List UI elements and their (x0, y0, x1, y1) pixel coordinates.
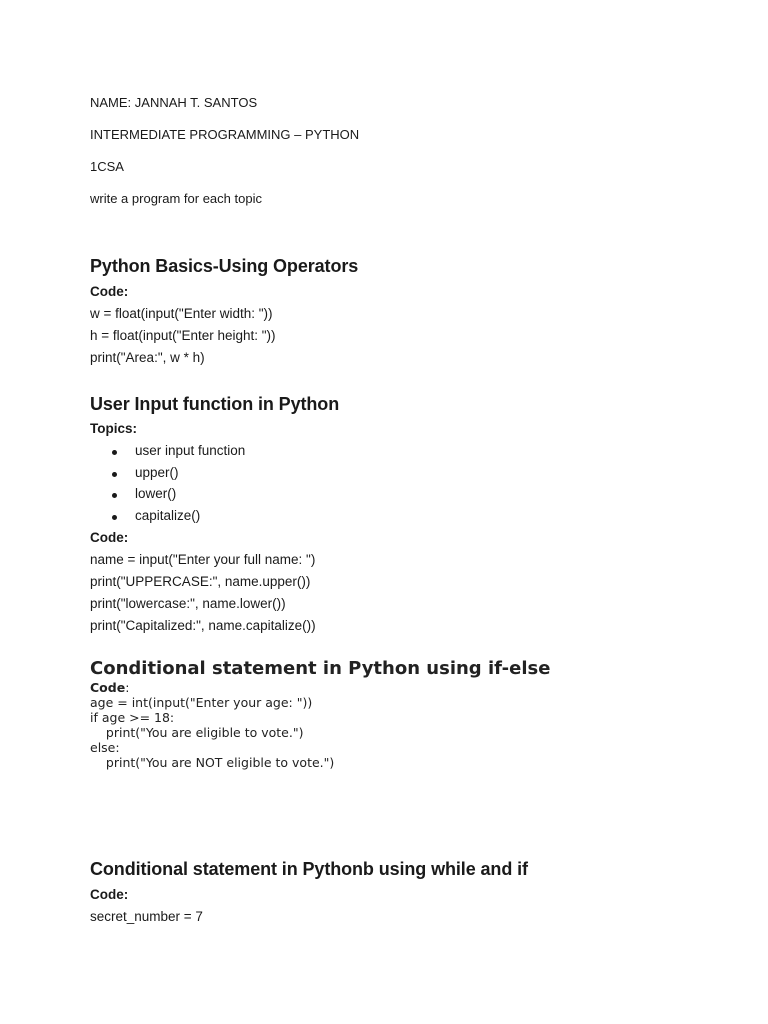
code-line: print("UPPERCASE:", name.upper()) (90, 574, 311, 589)
topics-list (90, 443, 245, 530)
section-heading-operators: Python Basics-Using Operators (90, 256, 359, 276)
code-label: Code (90, 680, 126, 695)
section-heading-while-if: Conditional statement in Pythonb using while and if (90, 859, 528, 879)
bullet-icon (112, 493, 117, 498)
code-label-row (90, 680, 129, 695)
code-line: if age >= 18: (90, 710, 175, 725)
code-label: Code: (90, 530, 129, 545)
code-line: secret_number = 7 (90, 909, 203, 924)
code-line: w = float(input("Enter width: ")) (90, 306, 273, 321)
bullet-icon (112, 450, 117, 455)
list-item (90, 486, 245, 508)
code-label: Code: (90, 887, 129, 902)
code-line: print("You are NOT eligible to vote.") (90, 755, 335, 770)
code-label: Code: (90, 284, 129, 299)
student-name: NAME: JANNAH T. SANTOS (90, 95, 258, 110)
topic-text: lower() (135, 486, 177, 502)
code-line: h = float(input("Enter height: ")) (90, 328, 276, 343)
code-line: print("You are eligible to vote.") (90, 725, 304, 740)
code-line: name = input("Enter your full name: ") (90, 552, 316, 567)
list-item (90, 508, 245, 530)
bullet-icon (112, 515, 117, 520)
code-line: else: (90, 740, 120, 755)
section-heading-if-else: Conditional statement in Python using if-else (90, 658, 551, 679)
code-line: print("lowercase:", name.lower()) (90, 596, 286, 611)
topic-text: capitalize() (135, 508, 201, 524)
list-item (90, 443, 245, 465)
topic-text: user input function (135, 443, 246, 458)
code-line: print("Capitalized:", name.capitalize()) (90, 618, 316, 633)
topic-text: upper() (135, 464, 179, 480)
topics-label: Topics: (90, 421, 137, 436)
bullet-icon (112, 472, 117, 477)
instruction-text: write a program for each topic (90, 191, 262, 206)
section-code: 1CSA (90, 159, 124, 174)
code-line: print("Area:", w * h) (90, 350, 205, 365)
section-heading-user-input: User Input function in Python (90, 394, 340, 414)
code-line: age = int(input("Enter your age: ")) (90, 695, 313, 710)
code-label-colon: : (125, 680, 130, 695)
course-title: INTERMEDIATE PROGRAMMING – PYTHON (90, 127, 360, 142)
list-item (90, 465, 245, 487)
